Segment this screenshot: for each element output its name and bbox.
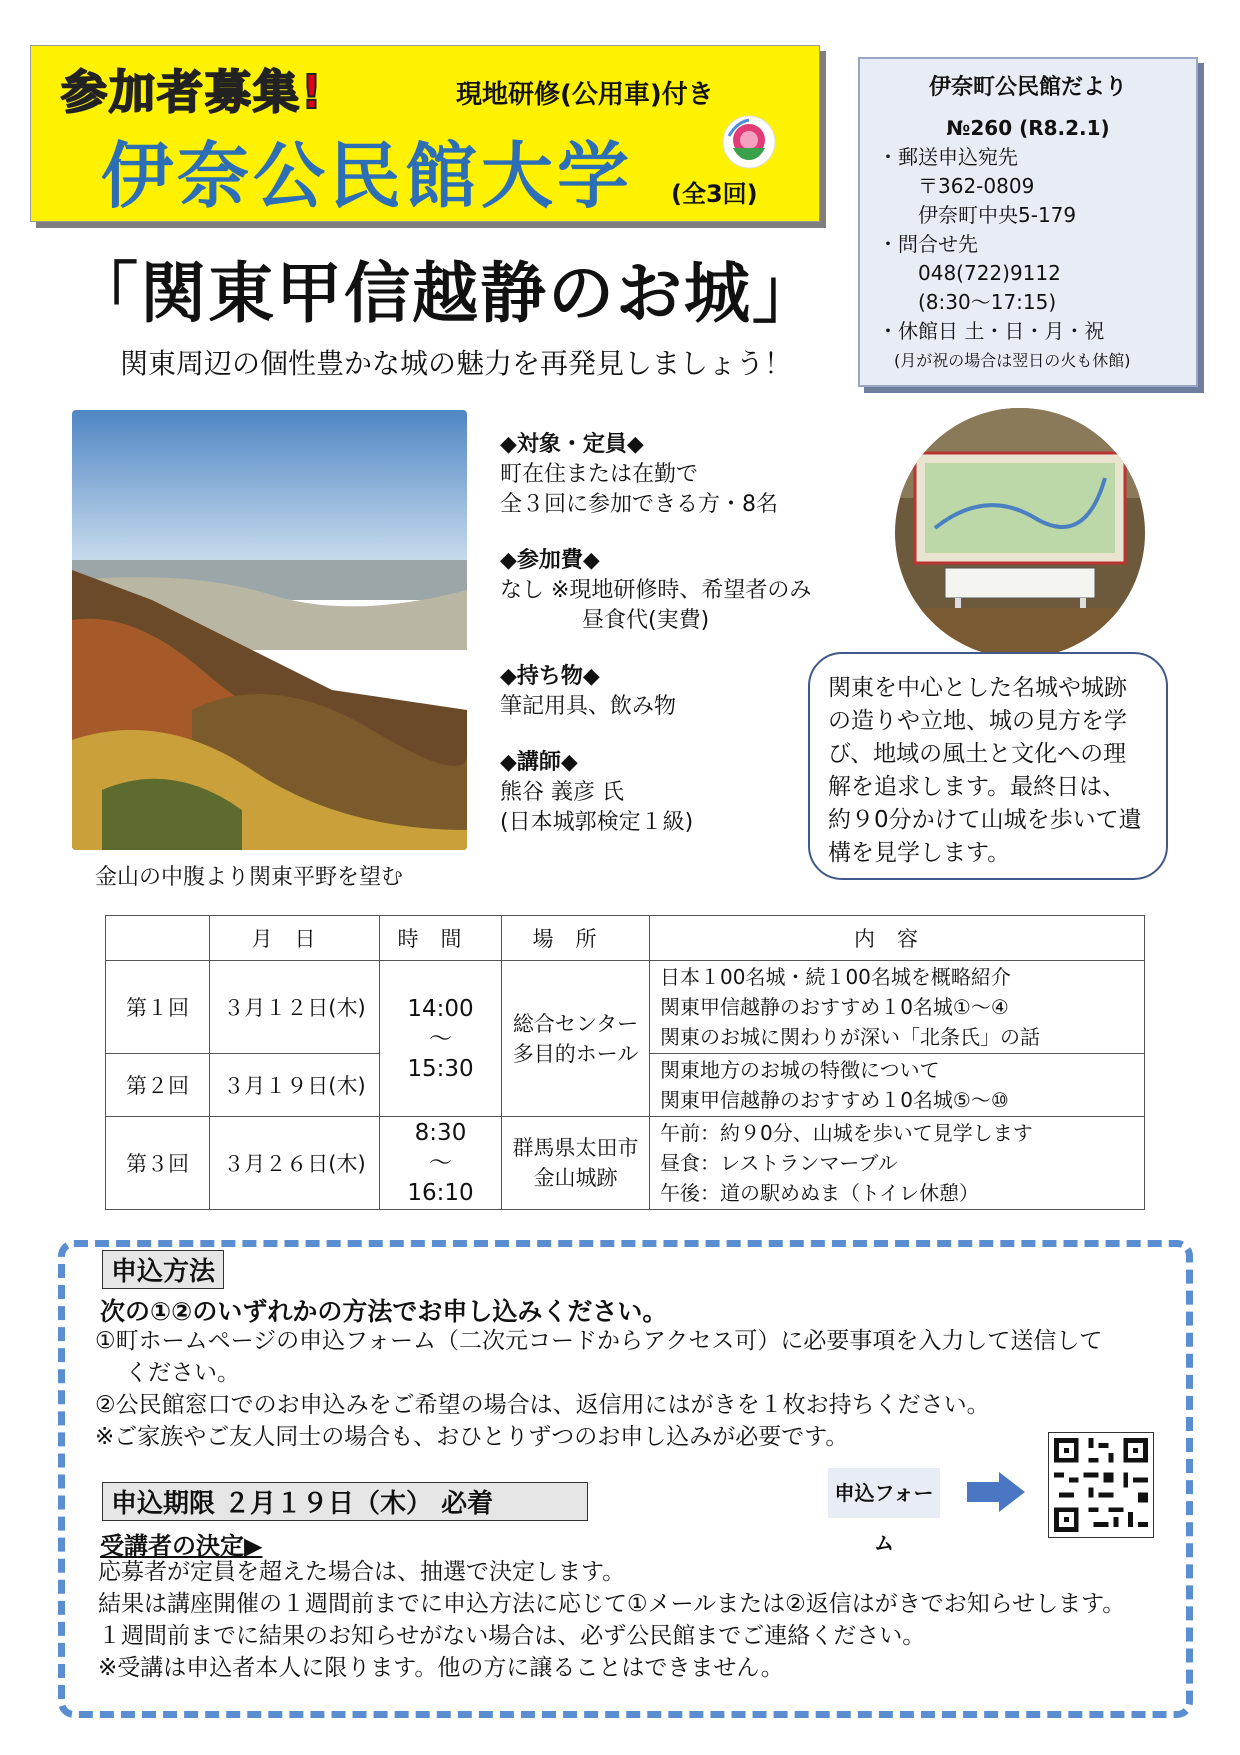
arrow-right-icon	[965, 1470, 1027, 1514]
session-no: 第１回	[106, 961, 210, 1054]
time-sep: ～	[429, 1025, 452, 1052]
place-line: 総合センター	[512, 1011, 639, 1036]
recruit-heading: 参加者募集!	[61, 65, 324, 119]
apply-line: ください。	[125, 1360, 240, 1386]
session-no: 第２回	[106, 1054, 210, 1117]
fee-line: 昼食代(実費)	[582, 608, 710, 633]
time-start: 14:00	[407, 995, 474, 1022]
time-end: 16:10	[407, 1180, 474, 1206]
decision-line: 結果は講座開催の１週間前までに申込方法に応じて①メールまたは②返信はがきでお知らせします。	[98, 1591, 1126, 1617]
apply-line: ①町ホームページの申込フォーム（二次元コードからアクセス可）に必要事項を入力して送信して	[95, 1328, 1103, 1354]
content-line: 関東甲信越静のおすすめ１0名城⑤～⑩	[660, 1088, 1009, 1112]
newsletter-title: 伊奈町公民館だより	[928, 75, 1127, 100]
apply-line: ※ご家族やご友人同士の場合も、おひとりずつのお申し込みが必要です。	[95, 1424, 849, 1450]
items-heading: ◆持ち物◆	[500, 664, 600, 689]
session-content	[650, 1054, 1145, 1117]
content-line: 午前：約９0分、山城を歩いて見学します	[660, 1121, 1033, 1145]
info-line: 〒362-0809	[918, 174, 1035, 198]
header-banner	[30, 45, 820, 222]
table-header: 場所	[502, 916, 650, 961]
target-line: 町在住または在勤で	[500, 462, 699, 487]
newsletter-info-box	[858, 57, 1198, 387]
ina-town-rose-logo-icon	[719, 114, 779, 172]
decision-line: ※受講は申込者本人に限ります。他の方に譲ることはできません。	[98, 1655, 784, 1681]
info-line: (月が祝の場合は翌日の火も休館)	[894, 351, 1131, 370]
decision-line: 応募者が定員を超えた場合は、抽選で決定します。	[98, 1559, 626, 1585]
schedule-table	[105, 915, 1145, 1210]
fee-line: なし ※現地研修時、希望者のみ	[500, 578, 812, 603]
fee-heading: ◆参加費◆	[500, 548, 600, 573]
session-no: 第３回	[106, 1117, 210, 1210]
session-time	[380, 1117, 502, 1210]
table-row	[106, 1117, 1145, 1210]
photo-caption: 金山の中腹より関東平野を望む	[95, 865, 404, 890]
apply-line: ②公民館窓口でのお申込みをご希望の場合は、返信用にはがきを１枚お持ちください。	[95, 1392, 990, 1418]
session-content	[650, 961, 1145, 1054]
kanto-plain-photo	[72, 410, 467, 850]
session-place	[502, 961, 650, 1117]
info-line: ・問合せ先	[878, 232, 978, 256]
session-date: ３月１２日(木)	[210, 961, 380, 1054]
info-line: 伊奈町中央5-179	[918, 203, 1077, 227]
table-header: 月日	[210, 916, 380, 961]
session-content	[650, 1117, 1145, 1210]
lecturer-name: 熊谷 義彦 氏	[500, 780, 624, 805]
time-sep: ～	[429, 1150, 452, 1176]
deadline-tag: 申込期限 ２月１９日（木） 必着	[102, 1482, 588, 1521]
table-row	[106, 961, 1145, 1054]
table-header: 時間	[380, 916, 502, 961]
qr-code-icon[interactable]	[1048, 1432, 1154, 1538]
course-details	[500, 430, 811, 838]
table-header	[106, 916, 210, 961]
target-line: 全３回に参加できる方・8名	[500, 492, 778, 517]
place-line: 多目的ホール	[512, 1041, 639, 1066]
session-time	[380, 961, 502, 1117]
table-header: 内容	[650, 916, 1145, 961]
content-line: 午後：道の駅めぬま（トイレ休憩）	[660, 1181, 979, 1205]
target-heading: ◆対象・定員◆	[500, 432, 644, 457]
info-line: ・休館日 土・日・月・祝	[878, 319, 1105, 343]
content-line: 関東のお城に関わりが深い「北条氏」の話	[660, 1025, 1040, 1049]
content-line: 昼食：レストランマーブル	[660, 1151, 898, 1175]
banner-subtitle: 現地研修(公用車)付き	[456, 80, 714, 110]
content-line: 日本１00名城・続１00名城を概略紹介	[660, 965, 1011, 989]
decision-heading: 受講者の決定▶	[100, 1532, 263, 1560]
info-line: (8:30～17:15)	[918, 290, 1057, 314]
apply-method-tag: 申込方法	[102, 1250, 224, 1289]
time-end: 15:30	[407, 1055, 474, 1082]
session-place	[502, 1117, 650, 1210]
session-count: (全3回)	[671, 180, 758, 208]
issue-number: №260 (R8.2.1)	[946, 116, 1110, 140]
session-date: ３月１９日(木)	[210, 1054, 380, 1117]
lecturer-credential: (日本城郭検定１級)	[500, 810, 694, 835]
form-label: 申込フォーム	[828, 1468, 940, 1518]
lecturer-heading: ◆講師◆	[500, 750, 578, 775]
lead-text: 関東周辺の個性豊かな城の魅力を再発見しましょう！	[120, 347, 793, 380]
items-line: 筆記用具、飲み物	[500, 694, 677, 719]
university-name: 伊奈公民館大学	[101, 134, 634, 218]
apply-heading: 次の①②のいずれかの方法でお申し込みください。	[100, 1297, 668, 1326]
apply-instructions	[95, 1325, 1125, 1453]
session-date: ３月２６日(木)	[210, 1117, 380, 1210]
main-title: 「関東甲信越静のお城」	[72, 255, 820, 332]
content-line: 関東甲信越静のおすすめ１0名城①～④	[660, 995, 1009, 1019]
time-start: 8:30	[414, 1120, 467, 1146]
place-line: 金山城跡	[533, 1166, 618, 1190]
info-line: 048(722)9112	[918, 261, 1061, 285]
decision-text	[98, 1556, 1125, 1684]
info-line: ・郵送申込宛先	[878, 145, 1018, 169]
table-header-row	[106, 916, 1145, 961]
castle-guide-map-photo	[895, 408, 1145, 658]
course-description-box: 関東を中心とした名城や城跡の造りや立地、城の見方を学び、地域の風土と文化への理解を追求します。最終日は、約９0分かけて山城を歩いて遺構を見学します。	[808, 652, 1168, 880]
place-line: 群馬県太田市	[512, 1136, 639, 1160]
decision-line: １週間前までに結果のお知らせがない場合は、必ず公民館までご連絡ください。	[98, 1623, 926, 1649]
content-line: 関東地方のお城の特徴について	[660, 1058, 940, 1082]
